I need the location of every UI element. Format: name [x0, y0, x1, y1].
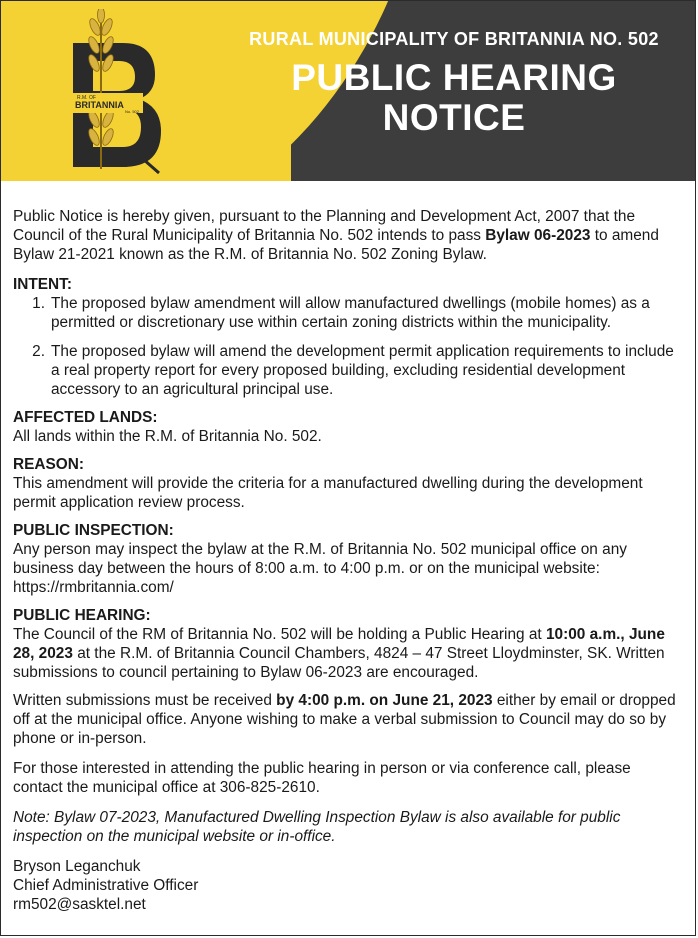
notice-body [1, 181, 695, 914]
header-banner [1, 1, 695, 181]
submissions-paragraph: Written submissions must be received by 4:00 p.m. on June 21, 2023 either by email or dropped off at the municipal office. Anyone wishing to make a verbal submission to Council may do so by phone or in-person. [13, 692, 676, 747]
wheat-b-logo-icon [51, 9, 171, 174]
public-hearing-heading: PUBLIC HEARING: [13, 607, 151, 624]
affected-lands-text: All lands within the R.M. of Britannia No. 502. [13, 428, 322, 445]
signatory-name: Bryson Leganchuk [13, 858, 141, 875]
public-hearing-section: PUBLIC HEARING: The Council of the RM of Britannia No. 502 will be holding a Public Hearing at 10:00 a.m., June 28, 2023 at the R.M. of Britannia Council Chambers, 4824 – 47 Street Lloydminster, SK. Written submissions to council pertaining to Bylaw 06-2023 are encouraged. [13, 606, 683, 682]
submission-deadline: by 4:00 p.m. on June 21, 2023 [276, 692, 493, 709]
svg-text:BRITANNIA: BRITANNIA [75, 100, 124, 110]
public-inspection-text: Any person may inspect the bylaw at the R.M. of Britannia No. 502 municipal office on any business day between the hours of 8:00 a.m. to 4:00 p.m. or on the municipal website: [13, 541, 627, 577]
signatory-role: Chief Administrative Officer [13, 877, 199, 894]
reason-text: This amendment will provide the criteria for a manufactured dwelling during the development permit application review process. [13, 475, 643, 511]
hearing-datetime: 10:00 a.m., June 28, 2023 [13, 626, 665, 662]
svg-text:No. 502: No. 502 [125, 109, 140, 114]
attend-paragraph: For those interested in attending the public hearing in person or via conference call, please contact the municipal office at 306-825-2610. [13, 760, 631, 796]
svg-text:R.M. OF: R.M. OF [77, 95, 96, 101]
signature-block [13, 857, 683, 914]
contact-email[interactable]: rm502@sasktel.net [13, 896, 146, 913]
intent-list [13, 294, 683, 399]
notice-title-line2: NOTICE [382, 97, 526, 138]
intent-heading: INTENT: [13, 276, 72, 293]
notice-title-line1: PUBLIC HEARING [291, 57, 617, 98]
affected-lands-heading: AFFECTED LANDS: [13, 409, 158, 426]
municipality-name: RURAL MUNICIPALITY OF BRITANNIA NO. 502 [249, 29, 659, 49]
list-item: 2. The proposed bylaw will amend the development permit application requirements to include a real property report for every proposed building, excluding residential development accessory to an agricultural principal use. [32, 343, 674, 398]
bylaw-number: Bylaw 06-2023 [485, 227, 591, 244]
reason-section [13, 455, 683, 512]
note-paragraph: Note: Bylaw 07-2023, Manufactured Dwelling Inspection Bylaw is also available for public inspection on the municipal website or in-office. [13, 809, 621, 845]
public-inspection-heading: PUBLIC INSPECTION: [13, 522, 174, 539]
intro-paragraph: Public Notice is hereby given, pursuant to the Planning and Development Act, 2007 that the Council of the Rural Municipality of Britannia No. 502 intends to pass Bylaw 06-2023 to amend Bylaw 21-2021 known as the R.M. of Britannia No. 502 Zoning Bylaw. [13, 208, 659, 263]
intent-section [13, 275, 683, 399]
municipal-website-link[interactable]: https://rmbritannia.com/ [13, 579, 174, 596]
list-item: 1. The proposed bylaw amendment will allow manufactured dwellings (mobile homes) as a permitted or discretionary use within certain zoning districts within the municipality. [32, 295, 650, 331]
public-inspection-section [13, 521, 683, 597]
affected-lands-section [13, 408, 683, 446]
header-text [233, 29, 675, 138]
reason-heading: REASON: [13, 456, 84, 473]
